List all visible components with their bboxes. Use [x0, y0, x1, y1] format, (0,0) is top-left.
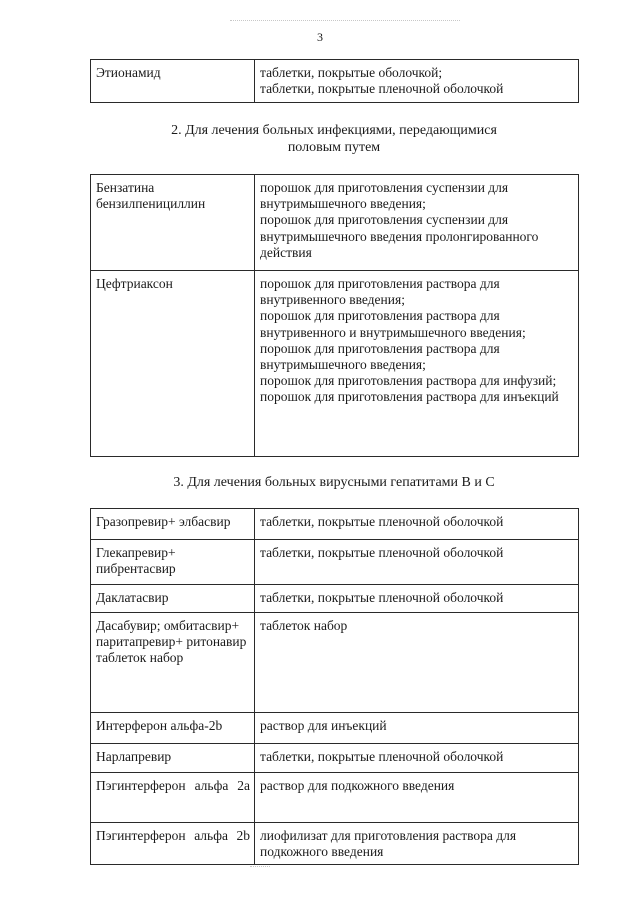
drug-name: Цефтриаксон [96, 276, 173, 291]
drug-name-cell [91, 540, 255, 585]
table-row [91, 744, 579, 773]
section-heading-2 [90, 122, 578, 156]
drug-name-cell [91, 175, 255, 271]
dosage-form: раствор для подкожного введения [260, 778, 455, 793]
drug-name-cell [91, 585, 255, 613]
dosage-form: порошок для приготовления суспензии для внутримышечного введения пролонгированного действия [260, 212, 539, 260]
section-heading-line: 3. Для лечения больных вирусными гепатитами В и С [173, 475, 495, 490]
dosage-form: таблетки, покрытые пленочной оболочкой [260, 81, 504, 97]
table-row [91, 509, 579, 540]
dosage-form-cell [255, 744, 579, 773]
dosage-form-cell [255, 540, 579, 585]
dosage-form-cell [255, 175, 579, 271]
dosage-form: раствор для инъекций [260, 718, 387, 733]
dosage-form: таблетки, покрытые пленочной оболочкой [260, 749, 504, 764]
drug-name: Бензатина бензилпенициллин [96, 180, 206, 212]
scan-artifact-line [230, 20, 460, 21]
dosage-form-cell [255, 823, 579, 865]
dosage-form: порошок для приготовления раствора для внутримышечного введения; [260, 340, 500, 373]
drug-name: Пэгинтерферон альфа 2a [96, 778, 250, 793]
dosage-form-cell [255, 773, 579, 823]
table-row [91, 60, 579, 103]
table-row [91, 540, 579, 585]
dosage-form-cell [255, 509, 579, 540]
drug-name: Нарлапревир [96, 749, 172, 764]
drug-table-1 [90, 59, 579, 103]
dosage-form-cell [255, 613, 579, 713]
drug-name: Даклатасвир [96, 590, 169, 605]
drug-name: Пэгинтерферон альфа 2b [96, 828, 250, 843]
section-heading-line: половым путем [287, 140, 381, 155]
drug-name-cell [91, 713, 255, 744]
drug-table-3 [90, 508, 579, 865]
drug-name: Гразопревир+ элбасвир [96, 514, 231, 529]
drug-name-cell [91, 613, 255, 713]
drug-name-cell [91, 744, 255, 773]
drug-name-cell [91, 823, 255, 865]
dosage-form: порошок для приготовления раствора для внутривенного введения; [260, 276, 500, 308]
table-row [91, 175, 579, 271]
drug-name-cell [91, 271, 255, 457]
dosage-form: лиофилизат для приготовления раствора для подкожного введения [260, 828, 517, 860]
dosage-form: таблетки, покрытые оболочкой; [260, 65, 443, 80]
table-row [91, 585, 579, 613]
dosage-form: порошок для приготовления раствора для инъекций [260, 389, 559, 405]
drug-name-cell [91, 60, 255, 103]
page-number: 3 [317, 30, 323, 44]
dosage-form: таблетки, покрытые пленочной оболочкой [260, 514, 504, 529]
drug-name: Интерферон альфа-2b [96, 718, 223, 733]
section-heading-3 [90, 474, 578, 491]
table-row [91, 713, 579, 744]
dosage-form-cell [255, 60, 579, 103]
table-row [91, 271, 579, 457]
dosage-form: таблетки, покрытые пленочной оболочкой [260, 545, 504, 560]
drug-name: Этионамид [96, 65, 161, 80]
scan-artifact-line [250, 866, 270, 867]
dosage-form-cell [255, 585, 579, 613]
drug-table-2 [90, 174, 579, 457]
dosage-form: таблеток набор [260, 618, 348, 633]
table-row [91, 773, 579, 823]
dosage-form-cell [255, 713, 579, 744]
drug-name-cell [91, 509, 255, 540]
dosage-form: порошок для приготовления суспензии для внутримышечного введения; [260, 180, 509, 212]
drug-name-cell [91, 773, 255, 823]
drug-name: Дасабувир; омбитасвир+ паритапревир+ ритонавир таблеток набор [96, 618, 247, 666]
drug-name: Глекапревир+ пибрентасвир [96, 545, 176, 577]
table-row [91, 613, 579, 713]
table-row [91, 823, 579, 865]
section-heading-line: 2. Для лечения больных инфекциями, передающимися [171, 123, 497, 138]
dosage-form: порошок для приготовления раствора для инфузий; [260, 373, 557, 389]
dosage-form-cell [255, 271, 579, 457]
dosage-form: таблетки, покрытые пленочной оболочкой [260, 590, 504, 605]
dosage-form: порошок для приготовления раствора для внутривенного и внутримышечного введения; [260, 308, 526, 340]
